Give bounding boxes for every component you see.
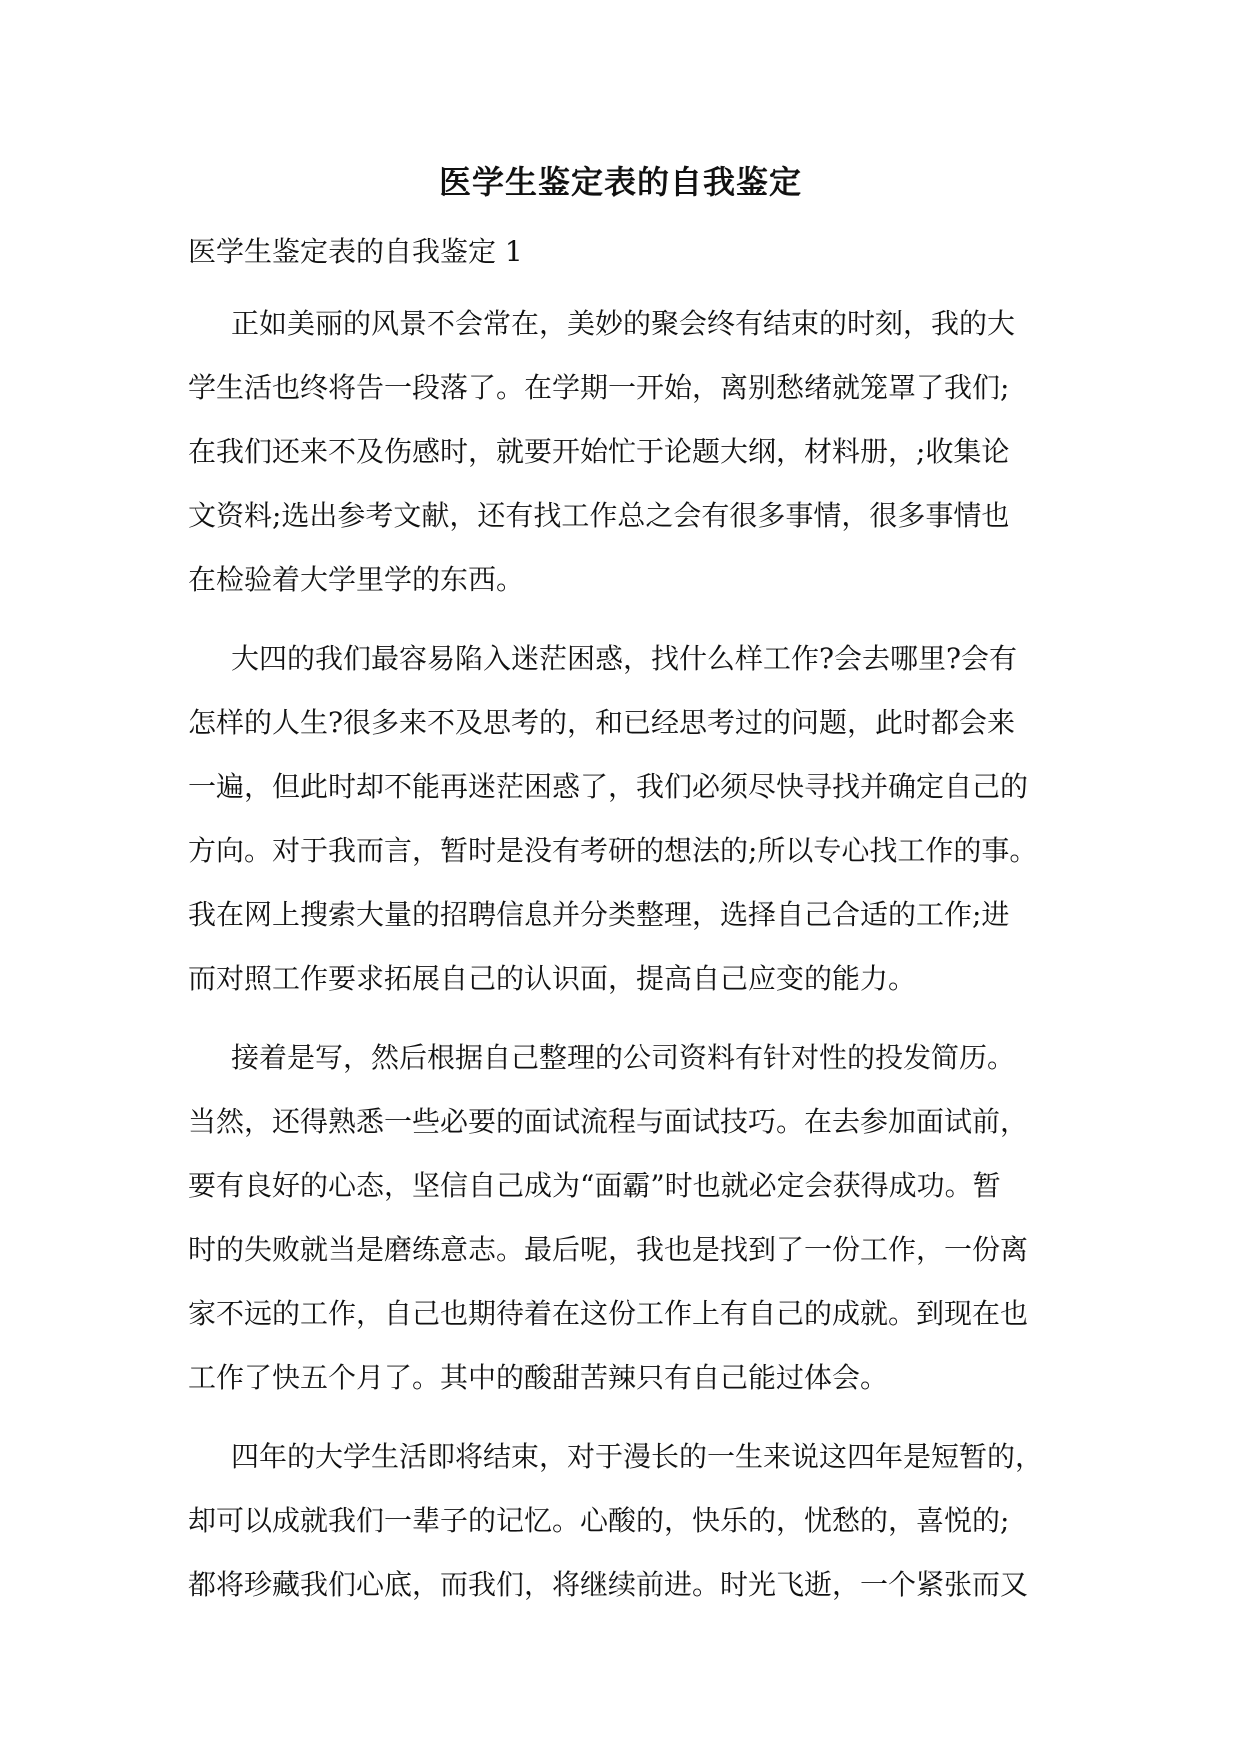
text-line: 怎样的人生?很多来不及思考的，和已经思考过的问题，此时都会来 xyxy=(188,706,1016,739)
paragraph-1 xyxy=(188,292,1056,612)
text-line: 要有良好的心态，坚信自己成为“面霸”时也就必定会获得成功。暂 xyxy=(188,1169,1001,1202)
text-line: 当然，还得熟悉一些必要的面试流程与面试技巧。在去参加面试前， xyxy=(188,1105,1029,1138)
paragraph-2 xyxy=(188,627,1056,1011)
text-line: 接着是写，然后根据自己整理的公司资料有针对性的投发简历。 xyxy=(231,1041,1016,1074)
text-line: 在检验着大学里学的东西。 xyxy=(188,563,525,596)
text-line: 正如美丽的风景不会常在，美妙的聚会终有结束的时刻，我的大 xyxy=(231,307,1016,340)
text-line: 我在网上搜索大量的招聘信息并分类整理，选择自己合适的工作;进 xyxy=(188,898,1010,931)
paragraph-3 xyxy=(188,1026,1056,1410)
text-line: 四年的大学生活即将结束，对于漫长的一生来说这四年是短暂的， xyxy=(231,1440,1044,1473)
text-line: 家不远的工作，自己也期待着在这份工作上有自己的成就。到现在也 xyxy=(188,1297,1029,1330)
text-line: 都将珍藏我们心底，而我们，将继续前进。时光飞逝，一个紧张而又 xyxy=(188,1568,1029,1601)
text-line: 文资料;选出参考文献，还有找工作总之会有很多事情，很多事情也 xyxy=(188,499,1010,532)
text-line: 而对照工作要求拓展自己的认识面，提高自己应变的能力。 xyxy=(188,962,917,995)
text-line: 却可以成就我们一辈子的记忆。心酸的，快乐的，忧愁的，喜悦的; xyxy=(188,1504,1010,1537)
text-line: 大四的我们最容易陷入迷茫困惑，找什么样工作?会去哪里?会有 xyxy=(231,642,1018,675)
document-body xyxy=(188,227,1056,1617)
document-title: 医学生鉴定表的自我鉴定 xyxy=(438,163,802,201)
text-line: 工作了快五个月了。其中的酸甜苦辣只有自己能过体会。 xyxy=(188,1361,889,1394)
paragraph-4 xyxy=(188,1425,1056,1617)
section-heading: 医学生鉴定表的自我鉴定 1 xyxy=(188,235,523,268)
text-line: 学生活也终将告一段落了。在学期一开始，离别愁绪就笼罩了我们; xyxy=(188,371,1010,404)
text-line: 方向。对于我而言，暂时是没有考研的想法的;所以专心找工作的事。 xyxy=(188,834,1038,867)
text-line: 时的失败就当是磨练意志。最后呢，我也是找到了一份工作，一份离 xyxy=(188,1233,1029,1266)
text-line: 在我们还来不及伤感时，就要开始忙于论题大纲，材料册，;收集论 xyxy=(188,435,1010,468)
text-line: 一遍，但此时却不能再迷茫困惑了，我们必须尽快寻找并确定自己的 xyxy=(188,770,1029,803)
